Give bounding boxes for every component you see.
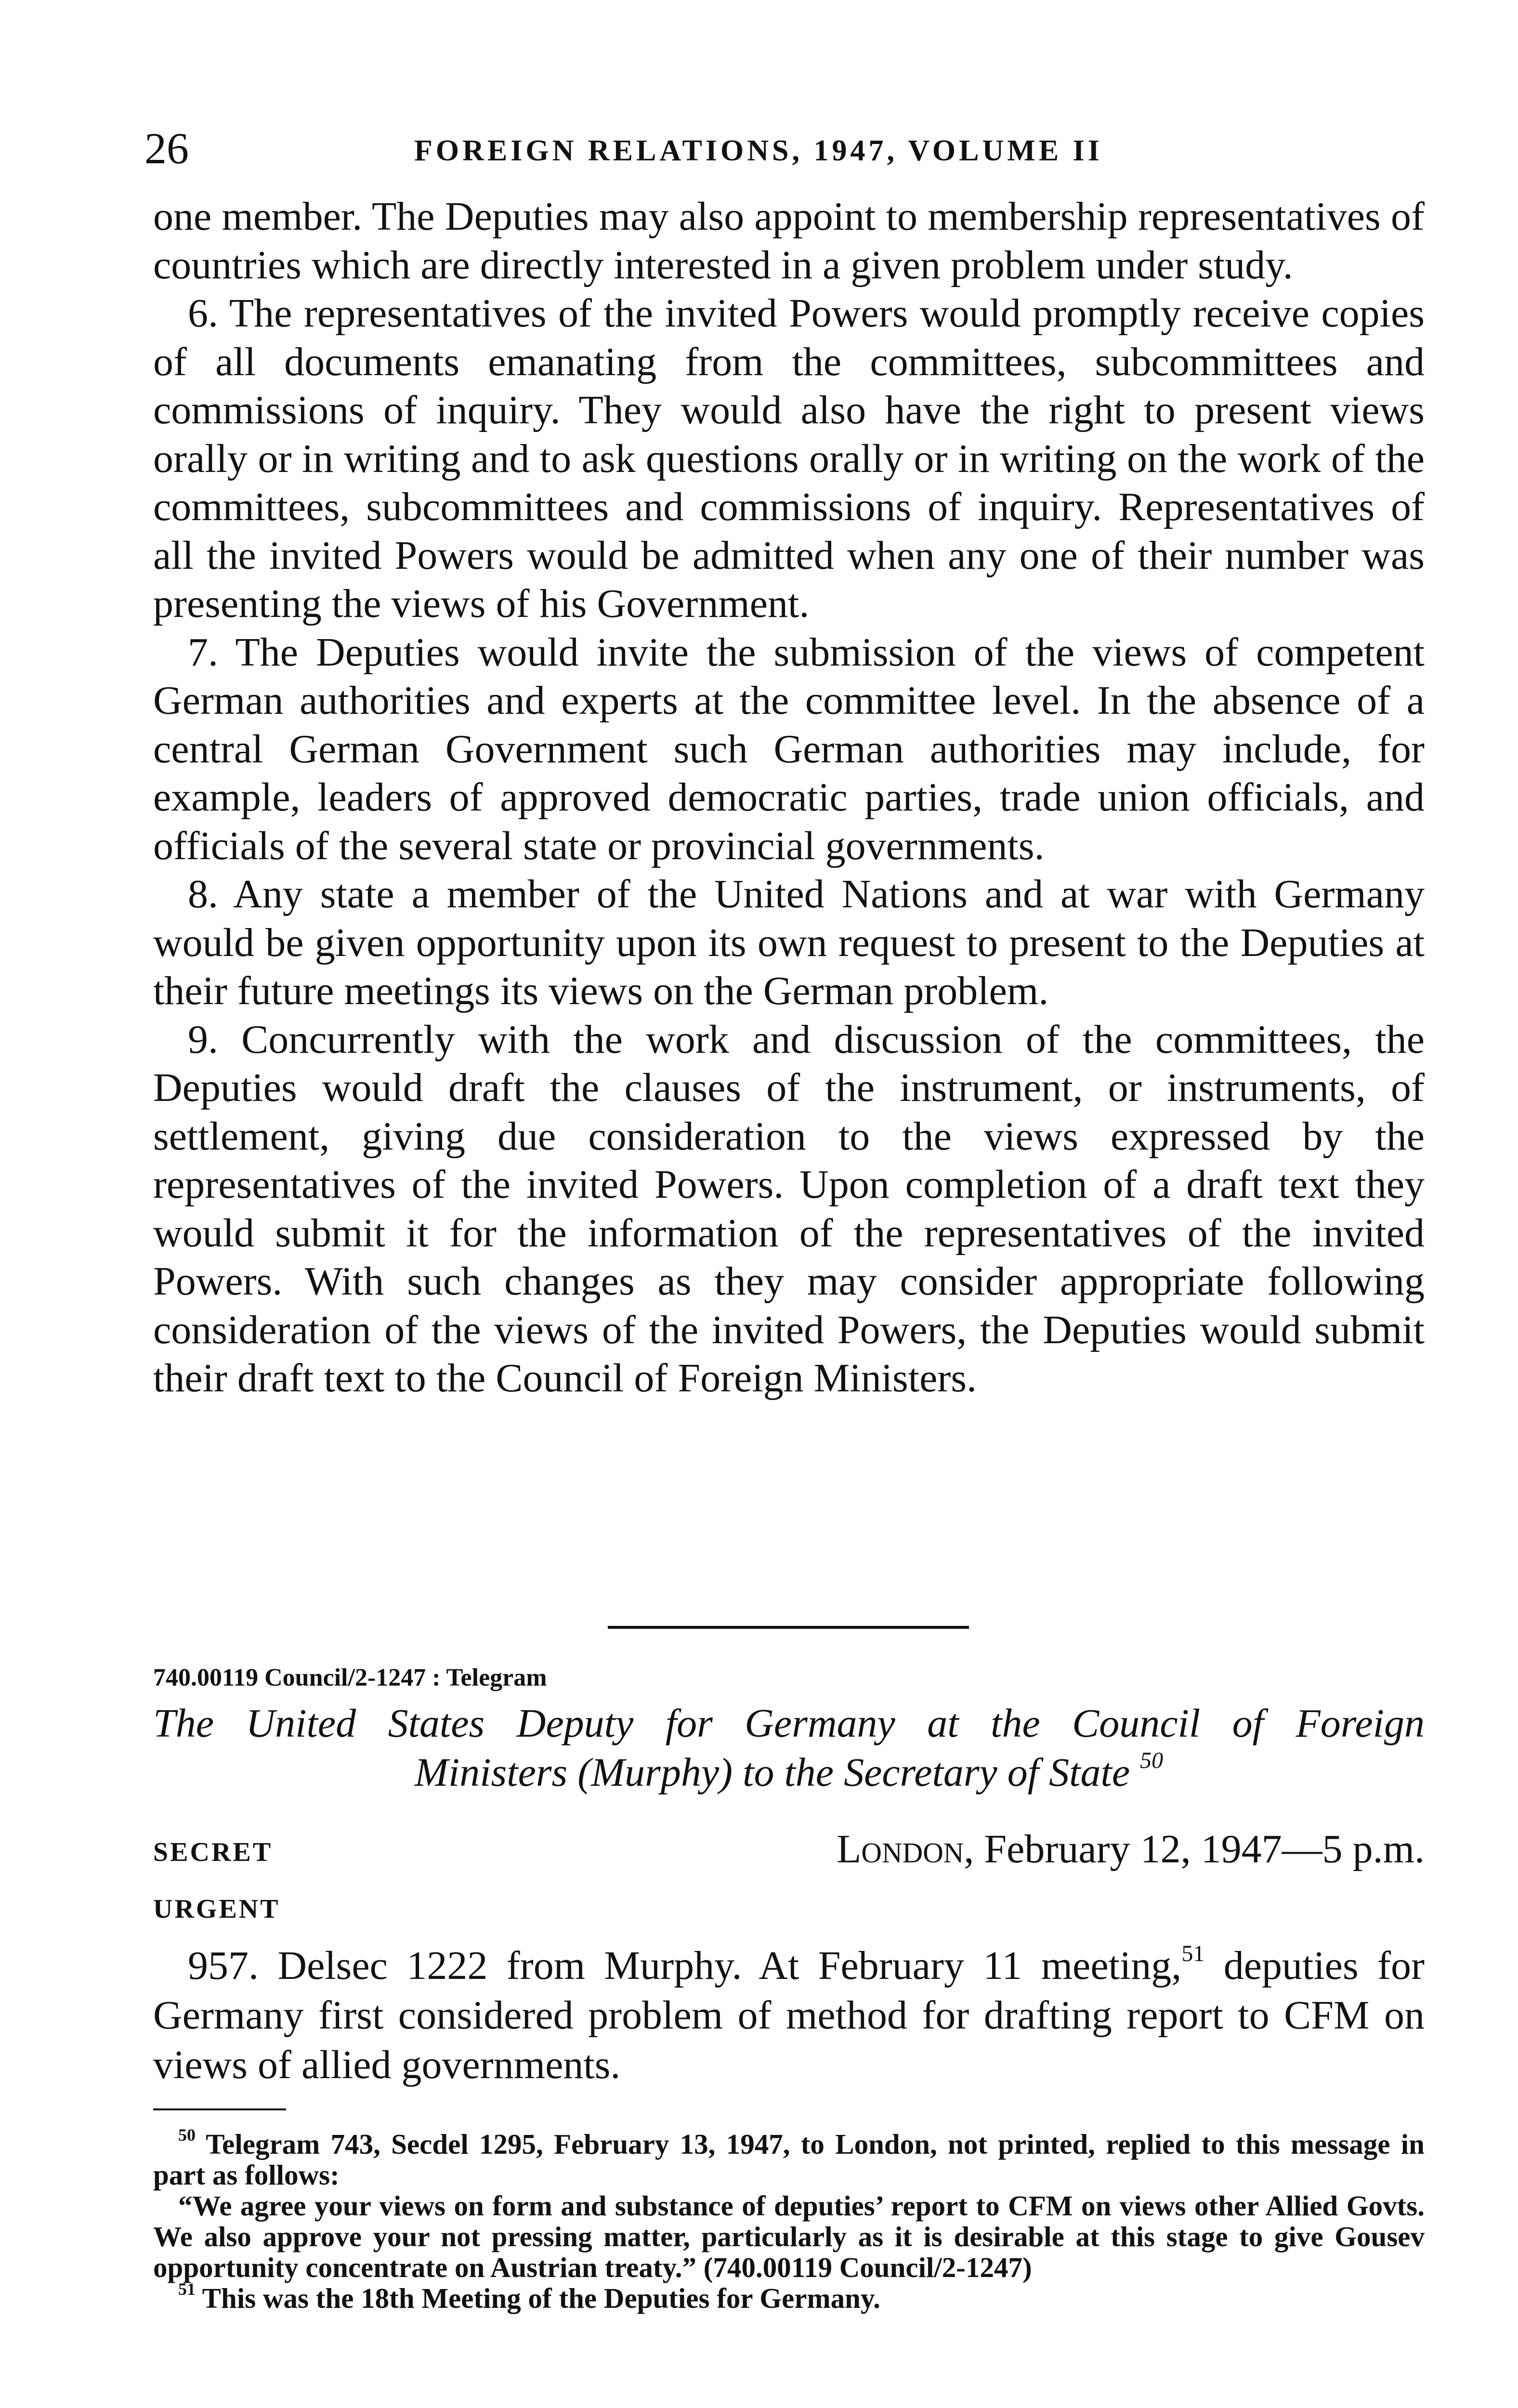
footnote-50: [153, 2125, 1425, 2191]
document-title-line-2-text: Ministers (Murphy) to the Secretary of State: [414, 1750, 1130, 1795]
footnote-51-text: This was the 18th Meeting of the Deputies for Germany.: [196, 2282, 880, 2314]
priority-label: URGENT: [153, 1894, 280, 1924]
footnotes: [153, 2125, 1425, 2314]
document-title: [153, 1699, 1425, 1797]
dateline-date: , February 12, 1947—5 p.m.: [964, 1827, 1425, 1871]
telegram-paragraph: [153, 1941, 1425, 2090]
footnote-ref-50[interactable]: 50: [1140, 1748, 1164, 1773]
section-divider: [608, 1626, 969, 1629]
telegram-body: [153, 1941, 1425, 2090]
footnote-51: [153, 2279, 1425, 2314]
paragraph-8: 8. Any state a member of the United Nations and at war with Germany would be given opportunity upon its own request to present to the Deputies at their future meetings its views on the German problem.: [153, 872, 1425, 1013]
footnote-ref-51[interactable]: 51: [1181, 1941, 1205, 1966]
footnote-50-mark: 50: [178, 2125, 196, 2145]
running-head: FOREIGN RELATIONS, 1947, VOLUME II: [414, 134, 1103, 167]
telegram-text-part-1: 957. Delsec 1222 from Murphy. At February 11 meeting,: [188, 1943, 1182, 1988]
dateline-city: London: [837, 1827, 964, 1871]
paragraph-9: 9. Concurrently with the work and discussion of the committees, the Deputies would draft the clauses of the instrument, or instruments, of settlement, giving due consideration to the views expressed by the representatives of the invited Powers. Upon completion of a draft text they would submit it for the information of the representatives of the invited Powers. With such changes as they may consider appropriate following consideration of the views of the invited Powers, the Deputies would submit their draft text to the Council of Foreign Ministers.: [153, 1017, 1425, 1400]
footnote-50-quote: “We agree your views on form and substance of deputies’ report to CFM on views other Allied Govts. We also approve your not pressing matter, particularly as it is desirable at this stage to give Gousev opportunity concentrate on Austrian treaty.” (740.00119 Council/2-1247): [153, 2190, 1425, 2283]
dateline: [837, 1825, 1425, 1873]
page-number: 26: [144, 124, 189, 173]
body-text: [153, 193, 1425, 1403]
document-title-line-1: The United States Deputy for Germany at the Council of Foreign: [153, 1701, 1425, 1746]
footnote-51-mark: 51: [178, 2279, 196, 2299]
paragraph-7: 7. The Deputies would invite the submission of the views of competent German authorities and experts at the committee level. In the absence of a central German Government such German authorities may include, for example, leaders of approved democratic parties, trade union officials, and officials of the several state or provincial governments.: [153, 629, 1425, 868]
document-title-line-2: [153, 1748, 1425, 1797]
classification-label: SECRET: [153, 1837, 273, 1867]
document-reference: 740.00119 Council/2-1247 : Telegram: [153, 1664, 547, 1691]
page-header: [144, 119, 1426, 177]
paragraph-6: 6. The representatives of the invited Powers would promptly receive copies of all documents emanating from the committees, subcommittees and commissions of inquiry. They would also have the right to present views orally or in writing and to ask questions orally or in writing on the work of the committees, subcommittees and commissions of inquiry. Representatives of all the invited Powers would be admitted when any one of their number was presenting the views of his Government.: [153, 291, 1425, 626]
telegram-text-part-2: deputies for Germany first considered problem of method for drafting report to CFM on views of allied governments.: [153, 1943, 1425, 2087]
paragraph-continuation: one member. The Deputies may also appoint to membership representatives of countries which are directly interested in a given problem under study.: [153, 194, 1425, 288]
footnote-divider: [153, 2108, 286, 2110]
footnote-50-text: Telegram 743, Secdel 1295, February 13, 1947, to London, not printed, replied to this message in part as follows:: [153, 2128, 1425, 2191]
